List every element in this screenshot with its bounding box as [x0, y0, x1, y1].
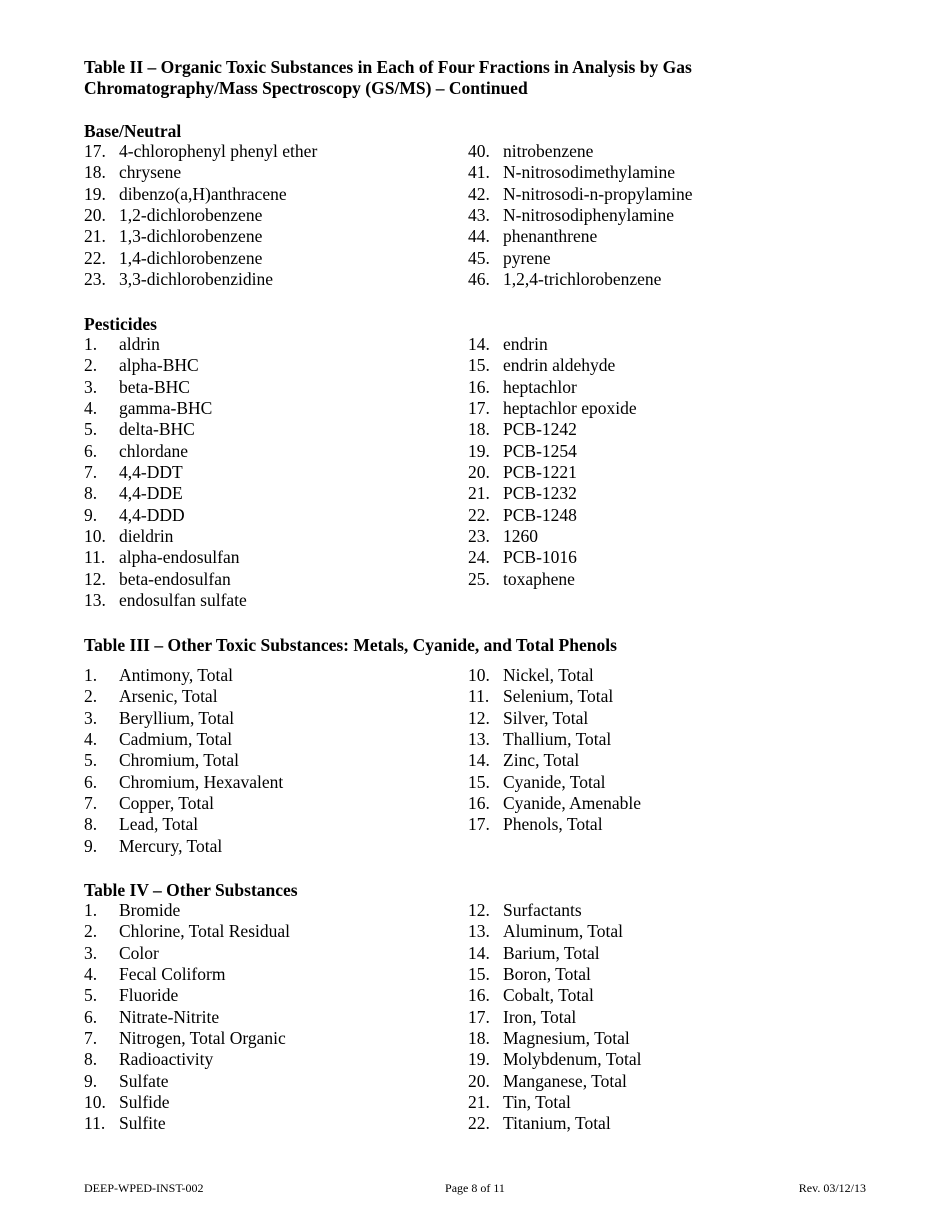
list-item-text: dieldrin [119, 526, 174, 547]
table-iv-list-right [468, 900, 641, 1135]
list-item-number: 22. [468, 504, 490, 525]
list-item [84, 665, 283, 686]
list-item-number: 21. [84, 226, 106, 247]
base-neutral-list-right [468, 141, 693, 290]
list-item-number: 46. [468, 269, 490, 290]
list-item [468, 248, 693, 269]
pesticides-list-right [468, 334, 637, 590]
list-item-number: 17. [468, 1006, 490, 1027]
list-item [468, 1071, 641, 1092]
list-item [84, 377, 247, 398]
list-item-number: 9. [84, 1070, 98, 1091]
list-item-text: N-nitrosodiphenylamine [503, 205, 675, 226]
list-item [468, 162, 693, 183]
list-item [84, 772, 283, 793]
list-item [84, 269, 317, 290]
list-item [468, 505, 637, 526]
list-item-text: Manganese, Total [503, 1070, 627, 1091]
list-item-text: Cyanide, Total [503, 771, 606, 792]
list-item-number: 21. [468, 1092, 490, 1113]
list-item-text: 4-chlorophenyl phenyl ether [119, 141, 318, 161]
list-item-text: endrin aldehyde [503, 355, 616, 376]
list-item-number: 8. [84, 483, 98, 504]
list-item [84, 750, 283, 771]
list-item [84, 1071, 290, 1092]
list-item-text: Nickel, Total [503, 665, 594, 685]
list-item [468, 547, 637, 568]
list-item-number: 40. [468, 141, 490, 161]
list-item-text: beta-endosulfan [119, 568, 231, 589]
list-item-number: 10. [468, 665, 490, 685]
list-item-text: Sulfite [119, 1113, 166, 1134]
list-item-number: 13. [468, 921, 490, 942]
list-item-text: Cadmium, Total [119, 729, 233, 750]
list-item [468, 526, 637, 547]
table-ii-title-line-2: Chromatography/Mass Spectroscopy (GS/MS) – Continued [84, 78, 528, 98]
list-item-text: Bromide [119, 900, 181, 920]
list-item-text: Aluminum, Total [503, 921, 623, 942]
list-item [84, 793, 283, 814]
list-item-number: 5. [84, 419, 98, 440]
list-item-number: 17. [84, 141, 106, 161]
list-item [468, 483, 637, 504]
list-item-number: 42. [468, 183, 490, 204]
list-item [468, 921, 641, 942]
list-item-text: Chromium, Hexavalent [119, 771, 284, 792]
list-item [468, 1007, 641, 1028]
list-item [84, 729, 283, 750]
list-item [84, 162, 317, 183]
list-item-text: Arsenic, Total [119, 686, 218, 707]
list-item [84, 441, 247, 462]
list-item-text: Nitrogen, Total Organic [119, 1028, 286, 1049]
list-item [84, 355, 247, 376]
list-item [468, 334, 637, 355]
list-item-text: Chromium, Total [119, 750, 239, 771]
list-item-number: 14. [468, 942, 490, 963]
table-iv-title: Table IV – Other Substances [84, 880, 298, 900]
list-item-number: 12. [468, 707, 490, 728]
list-item [468, 226, 693, 247]
list-item-text: dibenzo(a,H)anthracene [119, 183, 287, 204]
list-item-text: Antimony, Total [119, 665, 233, 685]
list-item [468, 1113, 641, 1134]
list-item-number: 7. [84, 462, 98, 483]
list-item-text: 4,4-DDD [119, 504, 185, 525]
list-item-number: 11. [84, 547, 106, 568]
list-item-text: 1,2-dichlorobenzene [119, 205, 263, 226]
list-item [84, 419, 247, 440]
list-item [84, 1092, 290, 1113]
list-item-number: 21. [468, 483, 490, 504]
list-item-text: 4,4-DDT [119, 462, 183, 483]
list-item-number: 43. [468, 205, 490, 226]
list-item-text: Sulfate [119, 1070, 169, 1091]
list-item-number: 45. [468, 247, 490, 268]
list-item-text: N-nitrosodimethylamine [503, 162, 676, 183]
list-item-text: Mercury, Total [119, 835, 223, 856]
list-item [468, 377, 637, 398]
list-item-text: Cobalt, Total [503, 985, 594, 1006]
table-iii-list-left [84, 665, 283, 857]
list-item-text: Molybdenum, Total [503, 1049, 642, 1070]
list-item-number: 16. [468, 985, 490, 1006]
list-item-text: Sulfide [119, 1092, 170, 1113]
list-item-text: Iron, Total [503, 1006, 577, 1027]
list-item [468, 141, 693, 162]
table-iii-list-right [468, 665, 641, 836]
list-item-number: 16. [468, 376, 490, 397]
list-item [84, 686, 283, 707]
list-item [84, 590, 247, 611]
list-item-number: 19. [84, 183, 106, 204]
list-item-number: 13. [84, 590, 106, 611]
list-item-text: heptachlor [503, 376, 577, 397]
list-item-text: toxaphene [503, 568, 575, 589]
list-item-text: Phenols, Total [503, 814, 603, 835]
list-item-number: 5. [84, 985, 98, 1006]
list-item-number: 23. [468, 526, 490, 547]
list-item-text: aldrin [119, 334, 160, 354]
list-item-text: beta-BHC [119, 376, 190, 397]
list-item [84, 900, 290, 921]
list-item-number: 7. [84, 793, 98, 814]
list-item [468, 964, 641, 985]
list-item [84, 141, 317, 162]
list-item-number: 8. [84, 1049, 98, 1070]
list-item-text: Nitrate-Nitrite [119, 1006, 220, 1027]
list-item [84, 943, 290, 964]
list-item-text: 1260 [503, 526, 538, 547]
list-item-text: Chlorine, Total Residual [119, 921, 291, 942]
list-item-number: 19. [468, 440, 490, 461]
list-item-text: nitrobenzene [503, 141, 594, 161]
list-item-text: endrin [503, 334, 548, 354]
list-item-number: 22. [468, 1113, 490, 1134]
list-item-text: endosulfan sulfate [119, 590, 247, 611]
list-item-number: 6. [84, 1006, 98, 1027]
list-item [84, 921, 290, 942]
list-item-number: 23. [84, 269, 106, 290]
list-item-text: pyrene [503, 247, 551, 268]
list-item-number: 20. [468, 462, 490, 483]
list-item [468, 729, 641, 750]
list-item-text: Silver, Total [503, 707, 589, 728]
list-item-number: 9. [84, 504, 98, 525]
footer-revision: Rev. 03/12/13 [798, 1181, 866, 1195]
list-item-text: PCB-1254 [503, 440, 577, 461]
list-item-number: 6. [84, 771, 98, 792]
list-item-text: PCB-1232 [503, 483, 577, 504]
list-item [84, 334, 247, 355]
list-item [468, 398, 637, 419]
list-item-number: 18. [468, 419, 490, 440]
list-item-number: 8. [84, 814, 98, 835]
list-item [84, 398, 247, 419]
list-item [468, 686, 641, 707]
list-item-number: 2. [84, 355, 98, 376]
list-item-number: 13. [468, 729, 490, 750]
list-item-number: 4. [84, 964, 98, 985]
list-item-number: 15. [468, 355, 490, 376]
list-item [468, 269, 693, 290]
list-item [84, 547, 247, 568]
list-item-number: 24. [468, 547, 490, 568]
list-item-text: Copper, Total [119, 793, 214, 814]
list-item-text: Titanium, Total [503, 1113, 611, 1134]
list-item [84, 985, 290, 1006]
list-item-text: PCB-1242 [503, 419, 577, 440]
list-item [468, 1028, 641, 1049]
list-item [84, 814, 283, 835]
list-item-text: chlordane [119, 440, 188, 461]
list-item [468, 708, 641, 729]
table-ii-title-line-1: Table II – Organic Toxic Substances in Each of Four Fractions in Analysis by Gas [84, 57, 692, 77]
footer-doc-id: DEEP-WPED-INST-002 [84, 1181, 204, 1195]
table-iv-list-left [84, 900, 290, 1135]
list-item [468, 943, 641, 964]
list-item-number: 16. [468, 793, 490, 814]
list-item [468, 1092, 641, 1113]
list-item [468, 441, 637, 462]
list-item-number: 14. [468, 334, 490, 354]
list-item-text: PCB-1248 [503, 504, 577, 525]
list-item [84, 462, 247, 483]
list-item [84, 205, 317, 226]
list-item-text: chrysene [119, 162, 182, 183]
list-item-number: 2. [84, 921, 98, 942]
list-item-number: 41. [468, 162, 490, 183]
list-item-number: 18. [468, 1028, 490, 1049]
pesticides-heading: Pesticides [84, 314, 157, 334]
list-item-number: 3. [84, 707, 98, 728]
list-item [468, 184, 693, 205]
list-item-text: 4,4-DDE [119, 483, 183, 504]
list-item-text: Beryllium, Total [119, 707, 235, 728]
list-item-text: Thallium, Total [503, 729, 612, 750]
list-item-number: 15. [468, 771, 490, 792]
list-item-text: alpha-BHC [119, 355, 199, 376]
list-item [468, 355, 637, 376]
list-item-text: Barium, Total [503, 942, 600, 963]
list-item [468, 569, 637, 590]
list-item [84, 483, 247, 504]
list-item [84, 708, 283, 729]
list-item-number: 4. [84, 398, 98, 419]
list-item [468, 665, 641, 686]
list-item-text: Fluoride [119, 985, 179, 1006]
list-item-text: PCB-1221 [503, 462, 577, 483]
list-item-text: Zinc, Total [503, 750, 580, 771]
list-item-number: 3. [84, 942, 98, 963]
list-item-text: Magnesium, Total [503, 1028, 630, 1049]
list-item-text: gamma-BHC [119, 398, 213, 419]
list-item [84, 248, 317, 269]
list-item-number: 11. [84, 1113, 106, 1134]
list-item [84, 1049, 290, 1070]
list-item [84, 1007, 290, 1028]
list-item-number: 10. [84, 526, 106, 547]
list-item-number: 25. [468, 568, 490, 589]
list-item-text: alpha-endosulfan [119, 547, 240, 568]
list-item-text: heptachlor epoxide [503, 398, 637, 419]
pesticides-list-left [84, 334, 247, 611]
list-item-text: Radioactivity [119, 1049, 214, 1070]
list-item-number: 10. [84, 1092, 106, 1113]
list-item-text: Boron, Total [503, 964, 591, 985]
list-item [84, 964, 290, 985]
list-item-number: 5. [84, 750, 98, 771]
list-item [84, 226, 317, 247]
list-item-number: 12. [84, 568, 106, 589]
list-item-number: 20. [468, 1070, 490, 1091]
list-item-number: 3. [84, 376, 98, 397]
list-item [84, 184, 317, 205]
list-item-number: 6. [84, 440, 98, 461]
list-item-number: 2. [84, 686, 98, 707]
list-item-text: N-nitrosodi-n-propylamine [503, 183, 693, 204]
list-item-text: Surfactants [503, 900, 582, 920]
list-item [468, 900, 641, 921]
list-item-text: delta-BHC [119, 419, 195, 440]
list-item-number: 4. [84, 729, 98, 750]
list-item-number: 1. [84, 900, 98, 920]
list-item [84, 505, 247, 526]
list-item [84, 526, 247, 547]
list-item [468, 793, 641, 814]
list-item-number: 15. [468, 964, 490, 985]
list-item [468, 462, 637, 483]
list-item-number: 1. [84, 665, 98, 685]
list-item [468, 419, 637, 440]
list-item-number: 14. [468, 750, 490, 771]
list-item [468, 1049, 641, 1070]
list-item [468, 814, 641, 835]
list-item-number: 18. [84, 162, 106, 183]
base-neutral-list-left [84, 141, 317, 290]
list-item-text: Cyanide, Amenable [503, 793, 642, 814]
list-item-text: 3,3-dichlorobenzidine [119, 269, 274, 290]
list-item-text: Lead, Total [119, 814, 199, 835]
list-item-number: 19. [468, 1049, 490, 1070]
list-item-text: Selenium, Total [503, 686, 614, 707]
list-item-number: 44. [468, 226, 490, 247]
list-item-text: 1,4-dichlorobenzene [119, 247, 263, 268]
list-item [468, 985, 641, 1006]
list-item-text: Color [119, 942, 159, 963]
list-item [84, 1028, 290, 1049]
list-item-text: 1,2,4-trichlorobenzene [503, 269, 662, 290]
list-item [84, 569, 247, 590]
list-item-number: 11. [468, 686, 490, 707]
base-neutral-heading: Base/Neutral [84, 121, 182, 141]
list-item-number: 12. [468, 900, 490, 920]
list-item-number: 9. [84, 835, 98, 856]
list-item-number: 1. [84, 334, 98, 354]
list-item-number: 7. [84, 1028, 98, 1049]
table-ii-title [84, 57, 824, 99]
list-item [468, 772, 641, 793]
list-item-text: phenanthrene [503, 226, 598, 247]
list-item-number: 22. [84, 247, 106, 268]
list-item [468, 205, 693, 226]
list-item-text: 1,3-dichlorobenzene [119, 226, 263, 247]
list-item [468, 750, 641, 771]
list-item [84, 1113, 290, 1134]
list-item-text: Tin, Total [503, 1092, 571, 1113]
list-item [84, 836, 283, 857]
list-item-number: 17. [468, 398, 490, 419]
footer-page-number: Page 8 of 11 [445, 1181, 505, 1195]
list-item-text: Fecal Coliform [119, 964, 226, 985]
list-item-number: 17. [468, 814, 490, 835]
table-iii-title: Table III – Other Toxic Substances: Metals, Cyanide, and Total Phenols [84, 635, 617, 655]
list-item-number: 20. [84, 205, 106, 226]
list-item-text: PCB-1016 [503, 547, 577, 568]
